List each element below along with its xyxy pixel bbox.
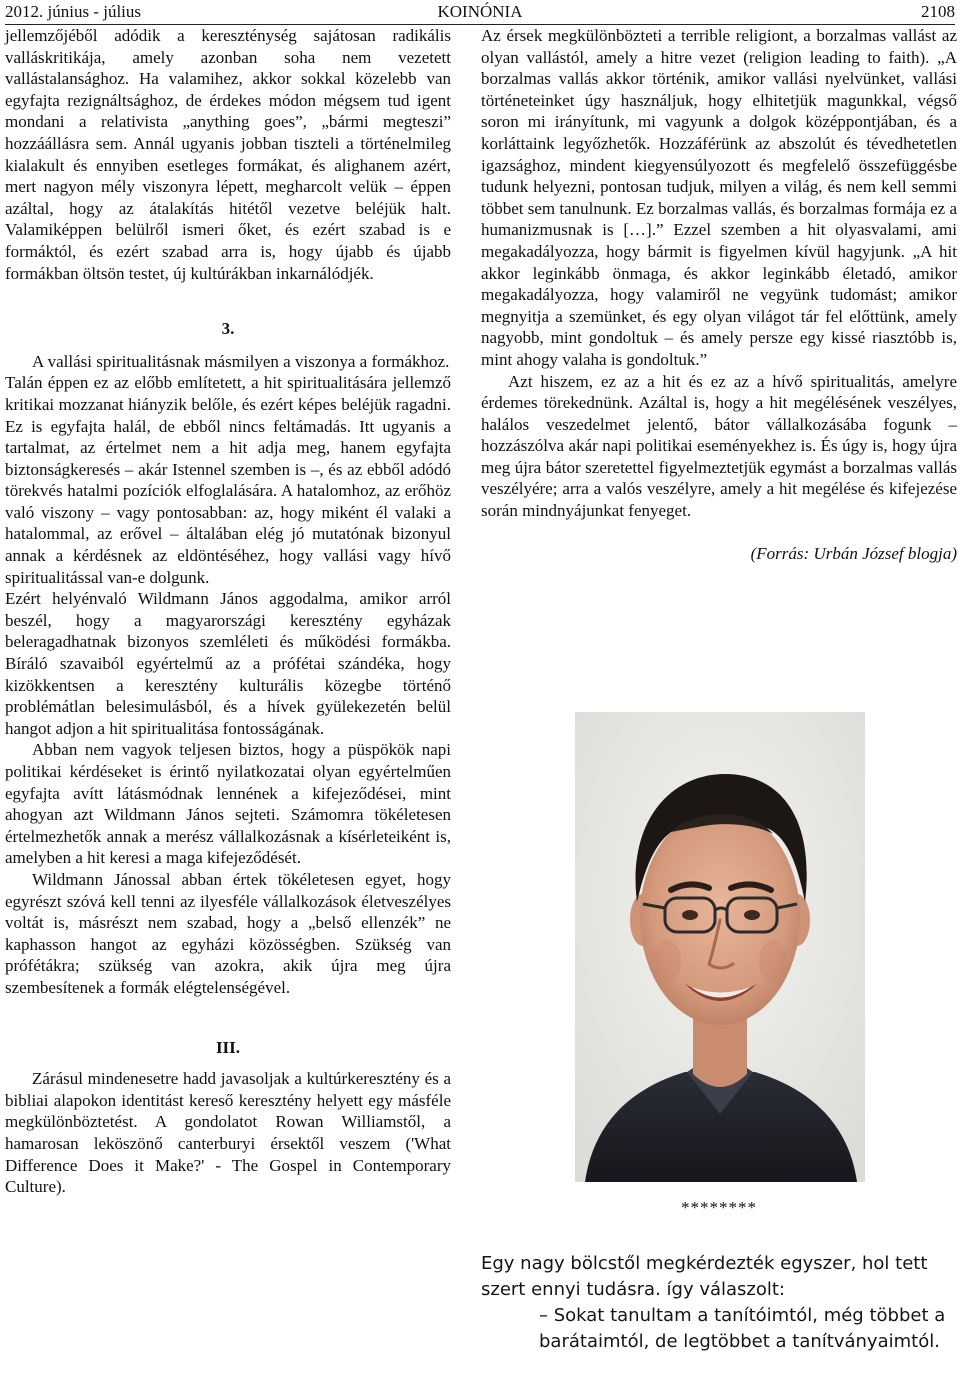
author-portrait-photo	[575, 712, 865, 1182]
anecdote-box	[481, 1251, 957, 1355]
paragraph: Ezért helyénvaló Wildmann János aggodalma, amikor arról beszél, hogy a magyarországi keresztény egyházak beleragadhatnak bizonyos szemléleti és működési formákba. Bíráló szavaiból egyértelmű az a prófétai szándéka, hogy kizökkentsen a keresztény kulturális közegbe történő problémátlan belesimulásból, és a hívek gyülekezetén belül hangot adjon a hit spiritualitása fontosságának.	[5, 589, 451, 738]
section-number-3: 3.	[221, 319, 235, 339]
paragraph: Zárásul mindenesetre hadd javasoljak a kultúrkeresztény és a bibliai alapokon identitást kereső keresztény helyett egy másféle megkülönböztetést. A gondolatot Rowan Williamstől, a hamarosan leköszönő canterburyi érsektől veszem ('What Difference Does it Make?' - The Gospel in Contemporary Culture).	[5, 1069, 451, 1197]
paragraph: Talán éppen ez az előbb említetett, a hit spiritualitására jellemző kritikai mozzanat hiányzik belőle, és ezért képes beléjük ragadni. Ez is egyfajta halál, de ebből nincs feltámadás. Itt ugyanis a tartalmat, az értelmet nem a hit adja meg, hanem egyfajta biztonságkeresés – akár Istennel szemben is –, és az ebből adódó törekvés hatalmi pozíciók elfoglalására. A hatalomhoz, az erőhöz való viszony – vagy pontosabban: az, hogy miként él valaki a hatalommal, az erővel – általában elég jó mutatónak bizonyul annak a kérdésnek az eldöntéséhez, hogy vallási vagy hívő spiritualitással van-e dolgunk.	[5, 373, 451, 587]
section-subheading: A vallási spiritualitásnak másmilyen a viszonya a formákhoz.	[32, 351, 450, 371]
page-number: 2108	[921, 2, 955, 21]
paragraph: Wildmann Jánossal abban értek tökéletesen egyet, hogy egyrészt szóvá kell tenni az ilyesféle vállalkozások életveszélyes voltát is, másrészt nem szabad, hogy a „belső ellenzék” ne kaphasson hangot az egyházi közösségben. Szükség van prófétákra; szükség van azokra, akik újra meg újra szembesítenek a formák elégtelenségével.	[5, 869, 451, 997]
paragraph: Az érsek megkülönbözteti a terrible religiont, a borzalmas vallást az olyan vallástól, amely a hitre vezet (religion leading to faith). „A borzalmas vallás akkor történik, amikor vallási nyelvünket, vallási történeteinket úgy használjuk, hogy elhitetjük magunkkal, végső soron mi irányítunk, mi vagyunk a dolgok középpontjában, és a korláttaink legyőzhetők. Hozzáférünk az abszolút és tévedhetetlen igazsághoz, mindent kiegyensúlyozott és megfelelő összefüggésbe tudunk helyezni, pontosan tudjuk, milyen a világ, és nem kell semmi többet sem tanulnunk. Ez borzalmas vallás, és borzalmas formája ez a humanizmusnak is […].” Ezzel szemben a hit olyasvalami, ami megakadályozza, hogy bármit is figyelmen kívül hagyjunk. „A hit akkor leginkább önmaga, és akkor leginkább életadó, amikor megakadályozza, hogy valamiről ne vegyünk tudomást; amikor megnyitja a szemünket, és egy olyan világot tár fel előttünk, amely nagyobb, mint gondoltuk – és amely persze egy kissé riasztóbb is, mint ahogy valaha is gondoltuk.”	[481, 26, 957, 369]
right-column	[481, 25, 957, 564]
section-separator-stars: ********	[681, 1198, 757, 1217]
source-credit: (Forrás: Urbán József blogja)	[750, 543, 957, 563]
page-header	[5, 0, 955, 24]
anecdote-text: Egy nagy bölcstől megkérdezték egyszer, hol tett szert ennyi tudásra. így válaszolt:	[481, 1253, 928, 1300]
paragraph: Azt hiszem, ez az a hit és ez az a hívő spiritualitás, amelyre érdemes törekednünk. Azáltal is, hogy a hit megélésének veszélyes, halálos veszedelmet jelentő, bátor vállalkozásába fogunk – hozzászólva akár napi politikai eseményekhez is. És úgy is, hogy újra meg újra bátor szeretettel figyelmeztetjük egymást a borzalmas vallás veszélyére; arra a valós veszélyre, amely a hit megélése és kifejezése során mindnyájunkat fenyeget.	[481, 371, 957, 521]
section-number-III: III.	[215, 1037, 241, 1057]
journal-title: KOINÓNIA	[437, 2, 523, 21]
anecdote-answer: – Sokat tanultam a tanítóimtól, még többet a barátaimtól, de legtöbbet a tanítványaimtól.	[539, 1305, 946, 1352]
left-column	[5, 25, 451, 1198]
paragraph: Abban nem vagyok teljesen biztos, hogy a püspökök napi politikai kérdéseket is érintő nyilatkozatai olyan egyértelműen egyfajta avítt látásmódnak lennének a kifejeződései, mint ahogyan azt Wildmann János sejteti. Számomra tökéletesen értelmezhetők annak a merész vállalkozásnak a kísérleteiként is, amelyben a hit keresi a maga kifejeződését.	[5, 740, 451, 868]
paragraph: jellemzőjéből adódik a kereszténység sajátosan radikális valláskritikája, amely azonban soha nem vezetett vallástalansághoz. Ha valamihez, akkor sokkal közelebb van egyfajta rezignáltsághoz, de érdekes módon mégsem tud igent mondani a relativista „anything goes”, „bármi megteszi” hozzáállásra sem. Annál ugyanis jobban tiszteli a történelmileg kialakult és ennyiben esetleges formákat, és alighanem azért, mert nagyon mély viszonyra lépett, megharcolt velük – éppen azáltal, hogy az átalakítás hitétől vezetve beléjük halt. Valamiképpen belülről ismeri őket, és ezért szabad is e formáktól, és ezért szabad arra is, hogy újabb és újabb formákban öltsön testet, új kultúrákban inkarnálódjék.	[5, 26, 451, 283]
issue-date: 2012. június - július	[5, 2, 142, 21]
